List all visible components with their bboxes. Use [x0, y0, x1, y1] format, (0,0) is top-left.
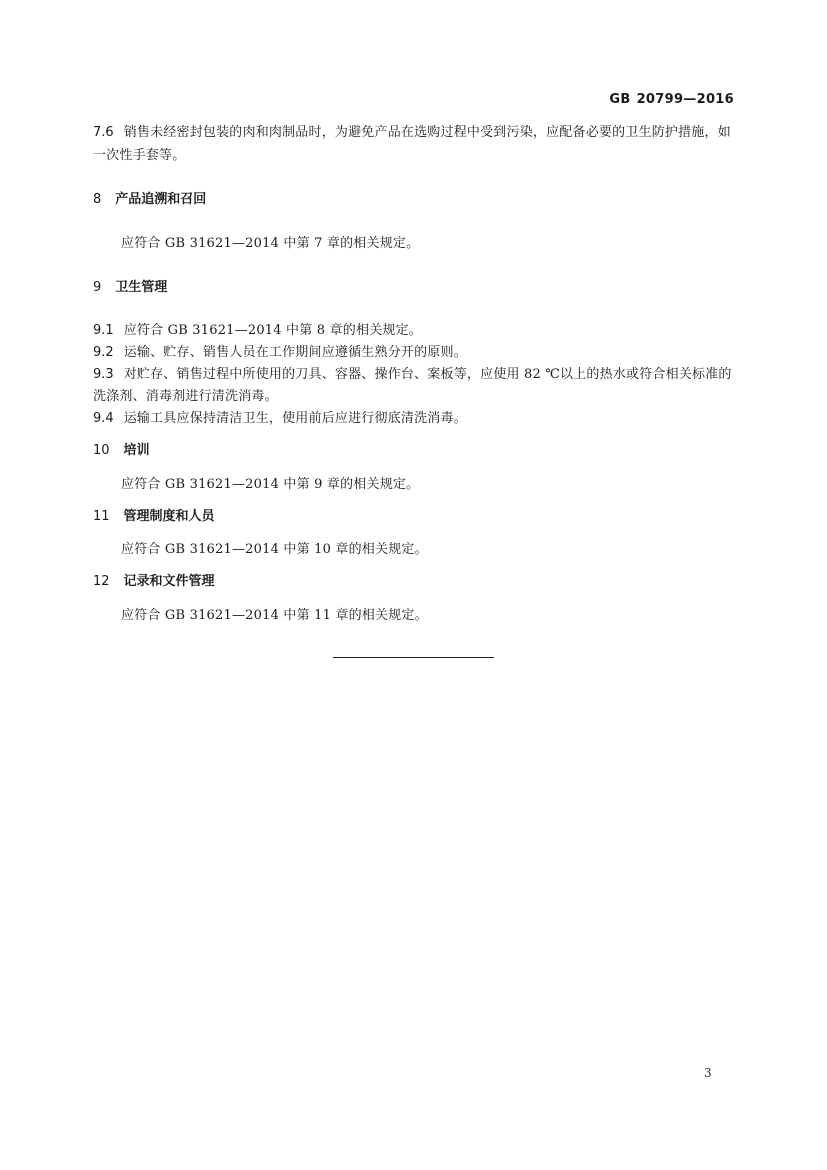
section-number: 12	[93, 574, 110, 589]
clause-number: 9.3	[93, 367, 114, 382]
end-of-document-rule	[333, 657, 494, 658]
page-header	[609, 92, 734, 107]
clause-number: 9.2	[93, 345, 114, 360]
clause-9-3	[93, 364, 734, 408]
clause-text: 运输工具应保持清洁卫生，使用前后应进行彻底清洗消毒。	[123, 411, 467, 426]
clause-number: 9.1	[93, 323, 114, 338]
page-number: 3	[704, 1066, 712, 1080]
section-number: 11	[93, 509, 110, 524]
clause-text: 对贮存、销售过程中所使用的刀具、容器、操作台、案板等，应使用 82 ℃以上的热水或符合相关标准的洗涤剂、消毒剂进行清洗消毒。	[93, 367, 732, 404]
section-10-body: 应符合 GB 31621—2014 中第 9 章的相关规定。	[121, 477, 420, 492]
section-heading-8	[93, 190, 206, 210]
clause-number: 9.4	[93, 411, 114, 426]
standard-number: 20799—2016	[636, 92, 734, 107]
section-8-body: 应符合 GB 31621—2014 中第 7 章的相关规定。	[121, 236, 420, 251]
clause-text: 销售未经密封包装的肉和肉制品时，为避免产品在选购过程中受到污染，应配备必要的卫生防护措施，如一次性手套等。	[93, 125, 731, 163]
clause-9-4	[93, 408, 734, 429]
clause-9-2	[93, 342, 734, 363]
section-number: 8	[93, 192, 102, 207]
section-title: 培训	[123, 443, 150, 458]
section-number: 10	[93, 443, 110, 458]
section-heading-11	[93, 507, 215, 527]
section-title: 卫生管理	[115, 280, 168, 295]
clause-text: 应符合 GB 31621—2014 中第 8 章的相关规定。	[123, 323, 422, 338]
section-11-body: 应符合 GB 31621—2014 中第 10 章的相关规定。	[121, 542, 428, 557]
section-title: 记录和文件管理	[123, 574, 215, 589]
section-heading-9	[93, 278, 167, 298]
section-12-body: 应符合 GB 31621—2014 中第 11 章的相关规定。	[121, 608, 428, 623]
section-title: 产品追溯和召回	[115, 192, 207, 207]
clause-9-1	[93, 320, 734, 341]
section-heading-10	[93, 441, 150, 461]
clause-7-6	[93, 121, 734, 167]
section-title: 管理制度和人员	[123, 509, 215, 524]
section-number: 9	[93, 280, 102, 295]
clause-number: 7.6	[93, 125, 114, 140]
clause-text: 运输、贮存、销售人员在工作期间应遵循生熟分开的原则。	[123, 345, 467, 360]
standard-code: GB	[609, 92, 631, 107]
section-heading-12	[93, 572, 215, 592]
